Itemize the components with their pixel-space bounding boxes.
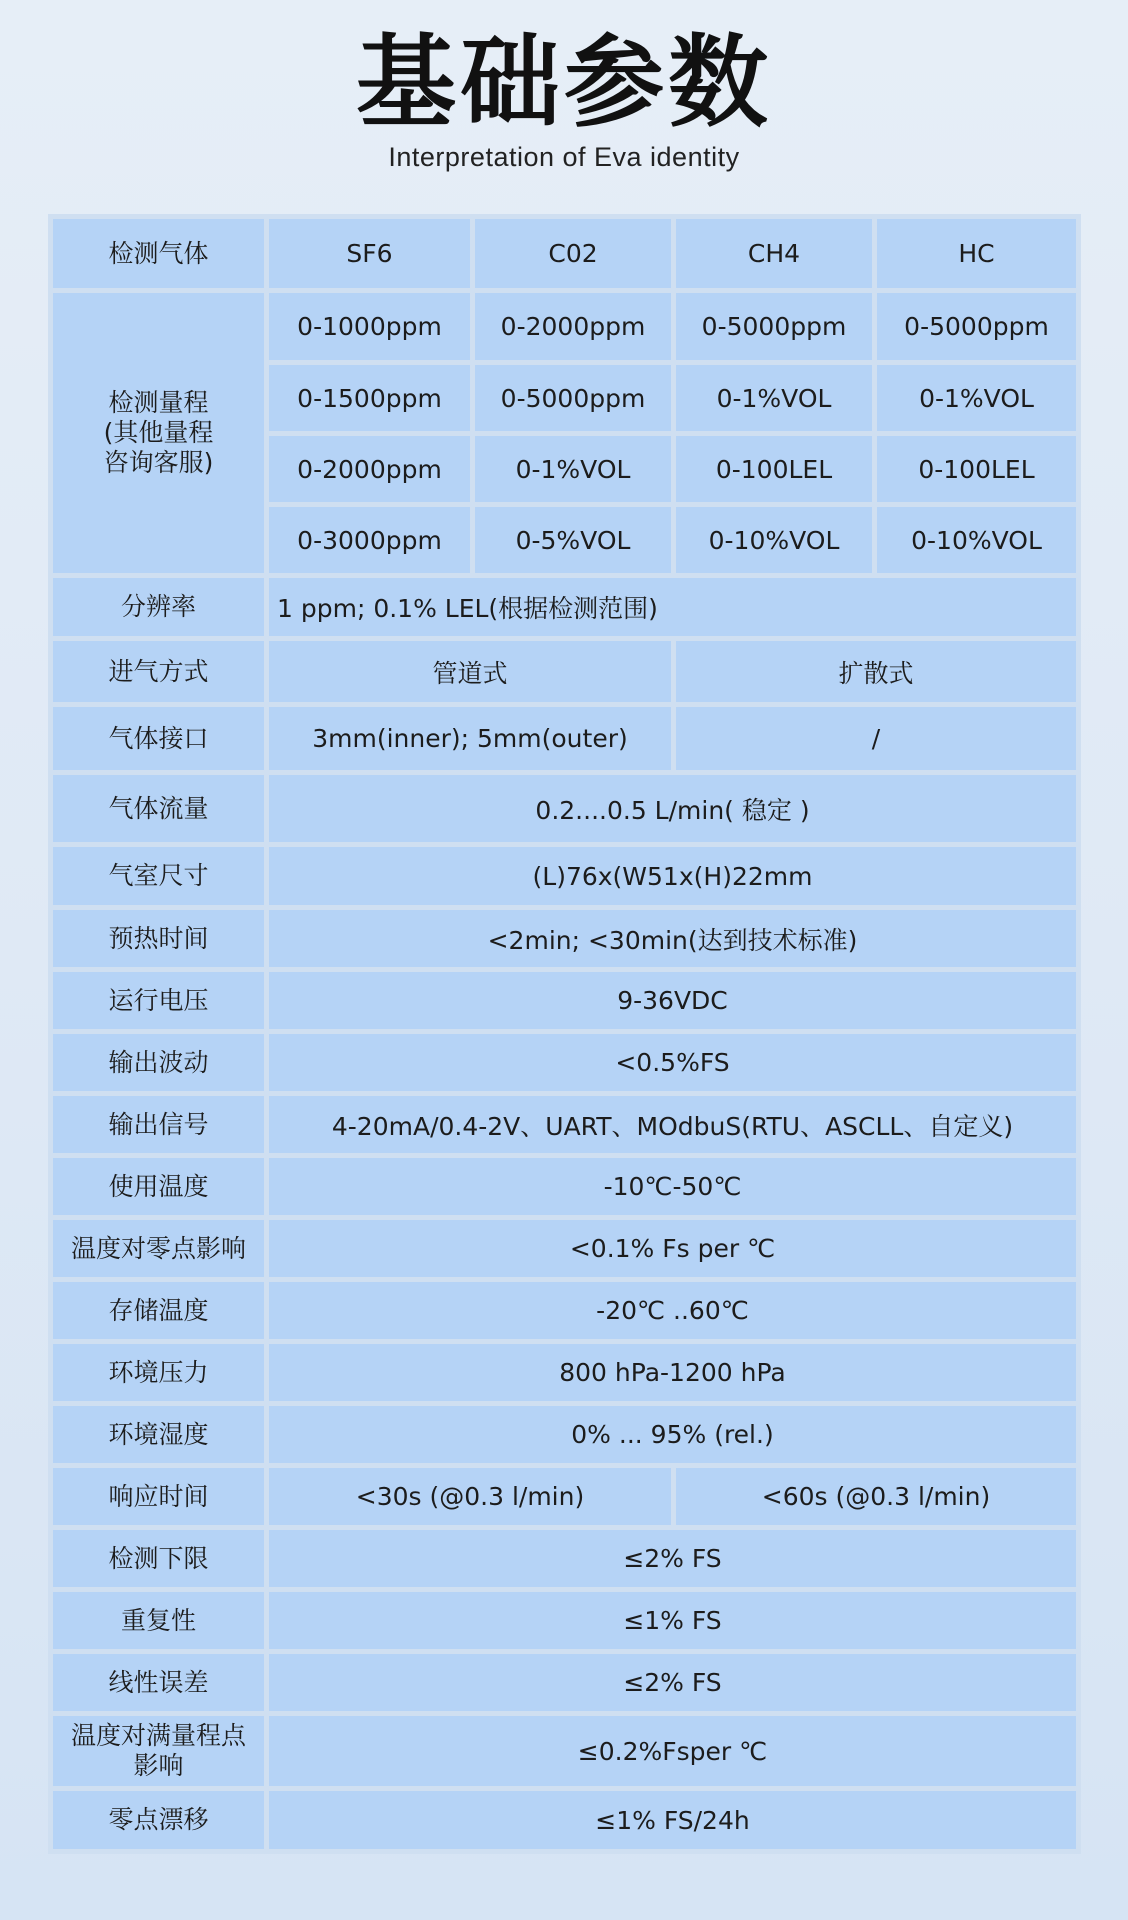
drift-value: ≤1% FS/24h bbox=[269, 1791, 1076, 1849]
table-row-intake bbox=[53, 641, 1076, 702]
row-label-response: 响应时间 bbox=[53, 1468, 264, 1525]
table-row bbox=[53, 1158, 1076, 1215]
range-cell: 0-1500ppm bbox=[269, 365, 470, 431]
table-row bbox=[53, 1096, 1076, 1153]
row-label: 环境压力 bbox=[53, 1344, 264, 1401]
table-row bbox=[53, 1034, 1076, 1091]
row-label: 输出波动 bbox=[53, 1034, 264, 1091]
range-cell: 0-1%VOL bbox=[475, 436, 671, 502]
table-row bbox=[53, 775, 1076, 842]
range-cell: 0-2000ppm bbox=[269, 436, 470, 502]
range-cell: 0-5000ppm bbox=[676, 293, 872, 360]
range-cell: 0-5000ppm bbox=[877, 293, 1076, 360]
row-label: 使用温度 bbox=[53, 1158, 264, 1215]
range-cell: 0-3000ppm bbox=[269, 507, 470, 573]
row-label-drift: 零点漂移 bbox=[53, 1791, 264, 1849]
range-cell: 0-1%VOL bbox=[877, 365, 1076, 431]
range-cell: 0-10%VOL bbox=[877, 507, 1076, 573]
intake-value-diffusion: 扩散式 bbox=[676, 641, 1076, 702]
table-row bbox=[53, 1344, 1076, 1401]
table-row bbox=[53, 910, 1076, 967]
range-cell: 0-5000ppm bbox=[475, 365, 671, 431]
row-value: 0.2....0.5 L/min( 稳定 ) bbox=[269, 775, 1076, 842]
row-label-interface: 气体接口 bbox=[53, 707, 264, 770]
range-cell: 0-1000ppm bbox=[269, 293, 470, 360]
intake-value-pipe: 管道式 bbox=[269, 641, 671, 702]
range-cell: 0-1%VOL bbox=[676, 365, 872, 431]
table-row-gas bbox=[53, 219, 1076, 288]
response-value-a: <30s (@0.3 l/min) bbox=[269, 1468, 671, 1525]
gas-cell-sf6: SF6 bbox=[269, 219, 470, 288]
row-label-fullscale: 温度对满量程点 影响 bbox=[53, 1716, 264, 1786]
table-row bbox=[53, 1406, 1076, 1463]
row-value: ≤2% FS bbox=[269, 1530, 1076, 1587]
table-row bbox=[53, 1220, 1076, 1277]
row-value: 4-20mA/0.4-2V、UART、MOdbuS(RTU、ASCLL、自定义) bbox=[269, 1096, 1076, 1153]
row-label: 检测下限 bbox=[53, 1530, 264, 1587]
row-label: 环境湿度 bbox=[53, 1406, 264, 1463]
range-cell: 0-5%VOL bbox=[475, 507, 671, 573]
row-value: <0.5%FS bbox=[269, 1034, 1076, 1091]
gas-cell-ch4: CH4 bbox=[676, 219, 872, 288]
table-row-response bbox=[53, 1468, 1076, 1525]
row-value: -10℃-50℃ bbox=[269, 1158, 1076, 1215]
table-row bbox=[53, 1282, 1076, 1339]
row-label: 气体流量 bbox=[53, 775, 264, 842]
table-row bbox=[53, 1654, 1076, 1711]
table-row bbox=[53, 1592, 1076, 1649]
interface-value-b: / bbox=[676, 707, 1076, 770]
row-value: ≤2% FS bbox=[269, 1654, 1076, 1711]
interface-value-a: 3mm(inner); 5mm(outer) bbox=[269, 707, 671, 770]
row-label: 输出信号 bbox=[53, 1096, 264, 1153]
range-cell: 0-2000ppm bbox=[475, 293, 671, 360]
response-value-b: <60s (@0.3 l/min) bbox=[676, 1468, 1076, 1525]
table-row-drift bbox=[53, 1791, 1076, 1849]
row-label: 线性误差 bbox=[53, 1654, 264, 1711]
row-value: ≤1% FS bbox=[269, 1592, 1076, 1649]
row-label-gas: 检测气体 bbox=[53, 219, 264, 288]
row-value: 0% ... 95% (rel.) bbox=[269, 1406, 1076, 1463]
row-label: 重复性 bbox=[53, 1592, 264, 1649]
range-cell: 0-100LEL bbox=[676, 436, 872, 502]
row-label-intake: 进气方式 bbox=[53, 641, 264, 702]
row-label: 温度对零点影响 bbox=[53, 1220, 264, 1277]
row-label: 存储温度 bbox=[53, 1282, 264, 1339]
row-value: (L)76x(W51x(H)22mm bbox=[269, 847, 1076, 905]
page-title: 基础参数 bbox=[356, 24, 772, 141]
row-label-range: 检测量程 (其他量程 咨询客服) bbox=[53, 293, 264, 573]
row-label: 预热时间 bbox=[53, 910, 264, 967]
spec-table bbox=[48, 214, 1081, 1854]
table-row bbox=[53, 847, 1076, 905]
row-value: <2min; <30min(达到技术标准) bbox=[269, 910, 1076, 967]
table-row-resolution bbox=[53, 578, 1076, 636]
row-value: -20℃ ..60℃ bbox=[269, 1282, 1076, 1339]
table-row-fullscale bbox=[53, 1716, 1076, 1786]
table-row-range bbox=[53, 293, 1076, 360]
row-value: 9-36VDC bbox=[269, 972, 1076, 1029]
table-row-interface bbox=[53, 707, 1076, 770]
page-subtitle: Interpretation of Eva identity bbox=[388, 142, 740, 172]
row-value: <0.1% Fs per ℃ bbox=[269, 1220, 1076, 1277]
range-cell: 0-100LEL bbox=[877, 436, 1076, 502]
resolution-value: 1 ppm; 0.1% LEL(根据检测范围) bbox=[269, 578, 1076, 636]
row-label-resolution: 分辨率 bbox=[53, 578, 264, 636]
row-label: 气室尺寸 bbox=[53, 847, 264, 905]
gas-cell-co2: C02 bbox=[475, 219, 671, 288]
gas-cell-hc: HC bbox=[877, 219, 1076, 288]
fullscale-value: ≤0.2%Fsper ℃ bbox=[269, 1716, 1076, 1786]
row-value: 800 hPa-1200 hPa bbox=[269, 1344, 1076, 1401]
table-row bbox=[53, 1530, 1076, 1587]
row-label: 运行电压 bbox=[53, 972, 264, 1029]
range-cell: 0-10%VOL bbox=[676, 507, 872, 573]
table-row bbox=[53, 972, 1076, 1029]
